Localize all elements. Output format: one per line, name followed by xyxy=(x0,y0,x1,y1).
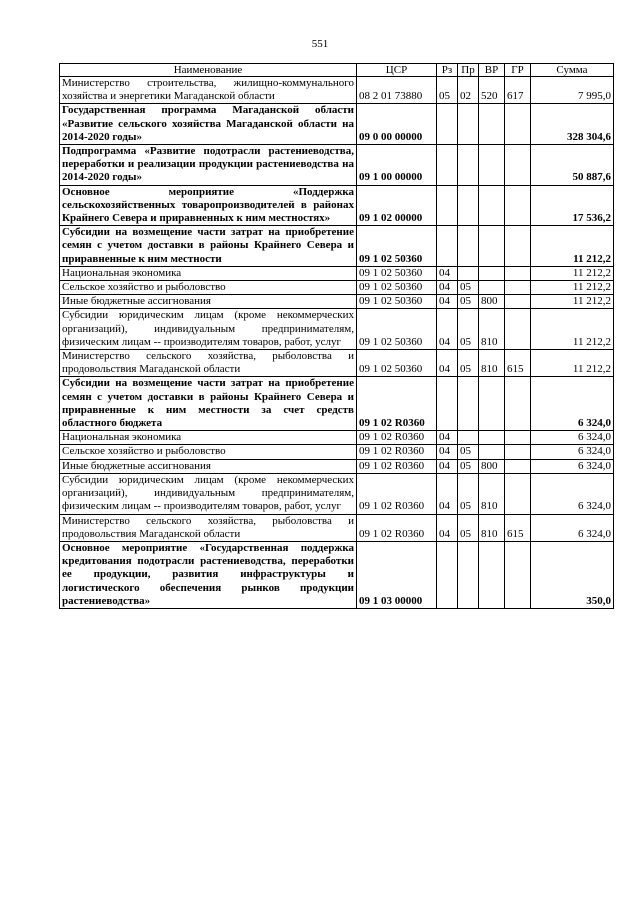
table-row xyxy=(60,445,614,459)
cell-rz: 04 xyxy=(437,473,458,514)
cell-pr xyxy=(458,377,479,431)
cell-vr xyxy=(479,185,505,226)
cell-name: Национальная экономика xyxy=(60,266,357,280)
cell-vr: 810 xyxy=(479,350,505,377)
cell-vr xyxy=(479,431,505,445)
cell-rz: 04 xyxy=(437,514,458,541)
cell-csr: 09 1 02 R0360 xyxy=(357,431,437,445)
cell-gr xyxy=(505,309,531,350)
cell-csr: 09 1 02 00000 xyxy=(357,185,437,226)
table-row xyxy=(60,226,614,267)
cell-sum: 350,0 xyxy=(531,541,614,608)
cell-csr: 09 1 02 50360 xyxy=(357,281,437,295)
cell-rz xyxy=(437,541,458,608)
cell-vr xyxy=(479,226,505,267)
cell-name: Министерство сельского хозяйства, рыболовства и продовольствия Магаданской области xyxy=(60,350,357,377)
cell-csr: 09 1 02 50360 xyxy=(357,226,437,267)
cell-csr: 09 1 02 R0360 xyxy=(357,377,437,431)
cell-name: Основное мероприятие «Поддержка сельскохозяйственных товаропроизводителей в районах Крайнего Севера и приравненных к ним местностях» xyxy=(60,185,357,226)
cell-rz xyxy=(437,377,458,431)
cell-gr: 615 xyxy=(505,514,531,541)
cell-pr: 05 xyxy=(458,514,479,541)
header-csr: ЦСР xyxy=(357,64,437,77)
header-rz: Рз xyxy=(437,64,458,77)
table-row xyxy=(60,541,614,608)
cell-csr: 09 0 00 00000 xyxy=(357,104,437,145)
cell-pr xyxy=(458,266,479,280)
cell-sum: 50 887,6 xyxy=(531,145,614,186)
cell-vr: 520 xyxy=(479,77,505,104)
cell-csr: 09 1 02 R0360 xyxy=(357,473,437,514)
header-name: Наименование xyxy=(60,64,357,77)
cell-csr: 09 1 03 00000 xyxy=(357,541,437,608)
cell-csr: 09 1 02 R0360 xyxy=(357,514,437,541)
cell-gr xyxy=(505,104,531,145)
cell-vr: 810 xyxy=(479,514,505,541)
table-row xyxy=(60,473,614,514)
cell-pr: 05 xyxy=(458,473,479,514)
cell-gr xyxy=(505,377,531,431)
cell-pr: 05 xyxy=(458,459,479,473)
cell-rz: 04 xyxy=(437,309,458,350)
cell-gr xyxy=(505,541,531,608)
cell-gr xyxy=(505,145,531,186)
cell-pr: 05 xyxy=(458,309,479,350)
cell-sum: 6 324,0 xyxy=(531,431,614,445)
cell-vr: 800 xyxy=(479,459,505,473)
cell-name: Иные бюджетные ассигнования xyxy=(60,459,357,473)
table-row xyxy=(60,185,614,226)
cell-sum: 11 212,2 xyxy=(531,350,614,377)
table-row xyxy=(60,281,614,295)
cell-vr: 810 xyxy=(479,309,505,350)
cell-name: Государственная программа Магаданской области «Развитие сельского хозяйства Магаданской области на 2014-2020 годы» xyxy=(60,104,357,145)
table-row xyxy=(60,309,614,350)
budget-table xyxy=(59,63,614,609)
cell-vr xyxy=(479,445,505,459)
table-header-row xyxy=(60,64,614,77)
cell-vr xyxy=(479,377,505,431)
cell-pr: 05 xyxy=(458,445,479,459)
table-row xyxy=(60,77,614,104)
cell-sum: 11 212,2 xyxy=(531,309,614,350)
cell-gr: 615 xyxy=(505,350,531,377)
cell-vr xyxy=(479,266,505,280)
cell-sum: 6 324,0 xyxy=(531,459,614,473)
cell-pr: 05 xyxy=(458,350,479,377)
cell-sum: 11 212,2 xyxy=(531,226,614,267)
cell-name: Сельское хозяйство и рыболовство xyxy=(60,445,357,459)
cell-gr xyxy=(505,459,531,473)
cell-csr: 09 1 00 00000 xyxy=(357,145,437,186)
cell-rz xyxy=(437,104,458,145)
cell-gr xyxy=(505,445,531,459)
cell-pr: 05 xyxy=(458,295,479,309)
cell-rz: 04 xyxy=(437,295,458,309)
cell-vr: 800 xyxy=(479,295,505,309)
cell-gr xyxy=(505,226,531,267)
cell-sum: 6 324,0 xyxy=(531,473,614,514)
cell-rz: 04 xyxy=(437,445,458,459)
table-body xyxy=(60,77,614,609)
cell-sum: 11 212,2 xyxy=(531,295,614,309)
cell-name: Подпрограмма «Развитие подотрасли растениеводства, переработки и реализации продукции растениеводства на 2014-2020 годы» xyxy=(60,145,357,186)
cell-csr: 09 1 02 50360 xyxy=(357,309,437,350)
cell-csr: 09 1 02 50360 xyxy=(357,295,437,309)
table-row xyxy=(60,514,614,541)
table-row xyxy=(60,295,614,309)
cell-gr: 617 xyxy=(505,77,531,104)
cell-pr xyxy=(458,104,479,145)
cell-sum: 11 212,2 xyxy=(531,281,614,295)
cell-rz: 04 xyxy=(437,281,458,295)
cell-pr xyxy=(458,145,479,186)
cell-gr xyxy=(505,185,531,226)
table-row xyxy=(60,350,614,377)
cell-csr: 09 1 02 50360 xyxy=(357,350,437,377)
cell-rz xyxy=(437,185,458,226)
cell-vr: 810 xyxy=(479,473,505,514)
header-gr: ГР xyxy=(505,64,531,77)
cell-vr xyxy=(479,104,505,145)
cell-name: Субсидии на возмещение части затрат на приобретение семян с учетом доставки в районы Крайнего Севера и приравненные к ним местности за счет средств областного бюджета xyxy=(60,377,357,431)
cell-sum: 17 536,2 xyxy=(531,185,614,226)
cell-gr xyxy=(505,281,531,295)
page-number: 551 xyxy=(311,38,329,50)
header-pr: Пр xyxy=(458,64,479,77)
header-vr: ВР xyxy=(479,64,505,77)
cell-rz: 04 xyxy=(437,266,458,280)
cell-pr: 02 xyxy=(458,77,479,104)
table-row xyxy=(60,459,614,473)
cell-gr xyxy=(505,473,531,514)
cell-pr xyxy=(458,226,479,267)
cell-rz xyxy=(437,226,458,267)
header-sum: Сумма xyxy=(531,64,614,77)
cell-name: Иные бюджетные ассигнования xyxy=(60,295,357,309)
cell-csr: 09 1 02 R0360 xyxy=(357,445,437,459)
table-row xyxy=(60,431,614,445)
cell-pr: 05 xyxy=(458,281,479,295)
cell-pr xyxy=(458,185,479,226)
table-row xyxy=(60,266,614,280)
cell-sum: 6 324,0 xyxy=(531,514,614,541)
cell-rz: 04 xyxy=(437,459,458,473)
table-row xyxy=(60,377,614,431)
cell-vr xyxy=(479,281,505,295)
cell-name: Сельское хозяйство и рыболовство xyxy=(60,281,357,295)
cell-sum: 6 324,0 xyxy=(531,445,614,459)
cell-vr xyxy=(479,145,505,186)
cell-csr: 08 2 01 73880 xyxy=(357,77,437,104)
cell-name: Субсидии юридическим лицам (кроме некоммерческих организаций), индивидуальным предпринимателям, физическим лицам -- производителям товаров, работ, услуг xyxy=(60,309,357,350)
cell-sum: 7 995,0 xyxy=(531,77,614,104)
cell-vr xyxy=(479,541,505,608)
cell-name: Национальная экономика xyxy=(60,431,357,445)
table-row xyxy=(60,145,614,186)
cell-name: Министерство сельского хозяйства, рыболовства и продовольствия Магаданской области xyxy=(60,514,357,541)
cell-name: Министерство строительства, жилищно-коммунального хозяйства и энергетики Магаданской области xyxy=(60,77,357,104)
cell-sum: 11 212,2 xyxy=(531,266,614,280)
cell-name: Субсидии на возмещение части затрат на приобретение семян с учетом доставки в районы Крайнего Севера и приравненные к ним местности xyxy=(60,226,357,267)
cell-rz xyxy=(437,145,458,186)
cell-name: Основное мероприятие «Государственная поддержка кредитования подотрасли растениеводства, переработки ее продукции, развития инфраструктуры и логистического обеспечения рынков продукции растениеводства» xyxy=(60,541,357,608)
cell-rz: 05 xyxy=(437,77,458,104)
cell-sum: 328 304,6 xyxy=(531,104,614,145)
cell-gr xyxy=(505,266,531,280)
cell-gr xyxy=(505,295,531,309)
cell-csr: 09 1 02 R0360 xyxy=(357,459,437,473)
cell-name: Субсидии юридическим лицам (кроме некоммерческих организаций), индивидуальным предпринимателям, физическим лицам -- производителям товаров, работ, услуг xyxy=(60,473,357,514)
cell-gr xyxy=(505,431,531,445)
cell-pr xyxy=(458,541,479,608)
cell-rz: 04 xyxy=(437,431,458,445)
cell-sum: 6 324,0 xyxy=(531,377,614,431)
cell-csr: 09 1 02 50360 xyxy=(357,266,437,280)
table-row xyxy=(60,104,614,145)
cell-pr xyxy=(458,431,479,445)
cell-rz: 04 xyxy=(437,350,458,377)
